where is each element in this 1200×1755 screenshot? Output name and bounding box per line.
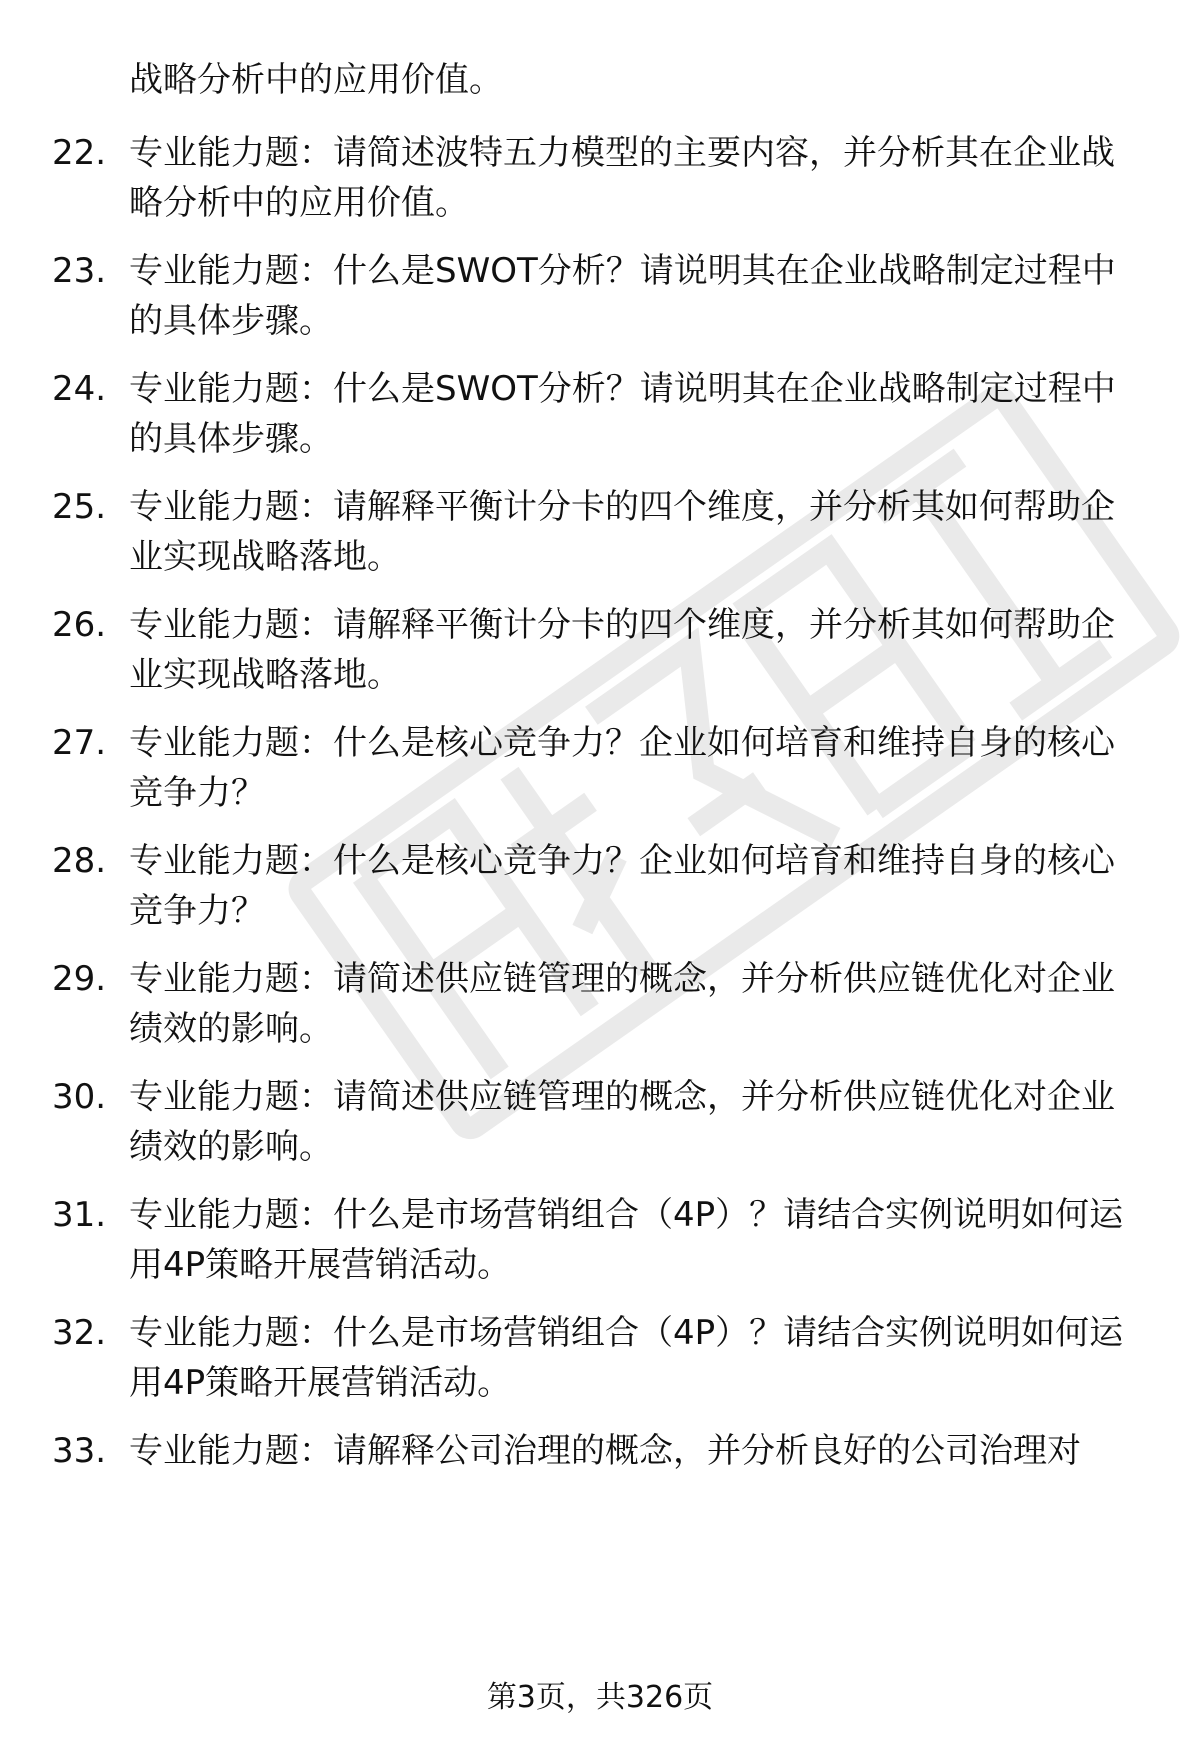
item-text: 专业能力题：什么是核心竞争力？企业如何培育和维持自身的核心竞争力？ — [129, 723, 1115, 813]
list-item — [52, 55, 1152, 105]
page-footer: 第3页，共326页 — [486, 1680, 714, 1715]
list-item — [52, 1072, 1152, 1172]
list-item — [52, 954, 1152, 1054]
item-text: 专业能力题：请解释平衡计分卡的四个维度，并分析其如何帮助企业实现战略落地。 — [129, 487, 1115, 577]
item-number: 25. — [52, 487, 107, 527]
list-item — [52, 718, 1152, 818]
list-item — [52, 128, 1152, 228]
item-number: 29. — [52, 959, 107, 999]
item-text: 专业能力题：什么是SWOT分析？请说明其在企业战略制定过程中的具体步骤。 — [129, 369, 1116, 459]
item-number: 28. — [52, 841, 107, 881]
item-number: 31. — [52, 1195, 107, 1235]
item-number: 23. — [52, 251, 107, 291]
item-number: 32. — [52, 1313, 107, 1353]
item-text: 专业能力题：请解释公司治理的概念，并分析良好的公司治理对 — [129, 1431, 1081, 1471]
item-text: 专业能力题：请简述供应链管理的概念，并分析供应链优化对企业绩效的影响。 — [129, 959, 1115, 1049]
item-text: 专业能力题：什么是市场营销组合（4P）？请结合实例说明如何运用4P策略开展营销活动。 — [129, 1195, 1124, 1285]
item-text: 专业能力题：请简述供应链管理的概念，并分析供应链优化对企业绩效的影响。 — [129, 1077, 1115, 1167]
list-item — [52, 1190, 1152, 1290]
item-text: 专业能力题：什么是核心竞争力？企业如何培育和维持自身的核心竞争力？ — [129, 841, 1115, 931]
item-number: 27. — [52, 723, 107, 763]
item-text: 专业能力题：请解释平衡计分卡的四个维度，并分析其如何帮助企业实现战略落地。 — [129, 605, 1115, 695]
item-text: 专业能力题：什么是市场营销组合（4P）？请结合实例说明如何运用4P策略开展营销活动。 — [129, 1313, 1124, 1403]
list-item — [52, 836, 1152, 936]
item-number: 26. — [52, 605, 107, 645]
list-item — [52, 1308, 1152, 1408]
list-item — [52, 482, 1152, 582]
item-text: 专业能力题：请简述波特五力模型的主要内容，并分析其在企业战略分析中的应用价值。 — [129, 133, 1115, 223]
item-number: 33. — [52, 1431, 107, 1471]
list-item — [52, 246, 1152, 346]
item-number: 30. — [52, 1077, 107, 1117]
item-number: 22. — [52, 133, 107, 173]
item-text: 专业能力题：什么是SWOT分析？请说明其在企业战略制定过程中的具体步骤。 — [129, 251, 1116, 341]
list-item — [52, 1426, 1152, 1476]
list-item — [52, 364, 1152, 464]
list-item — [52, 600, 1152, 700]
continuation-text: 战略分析中的应用价值。 — [129, 60, 503, 100]
item-number: 24. — [52, 369, 107, 409]
